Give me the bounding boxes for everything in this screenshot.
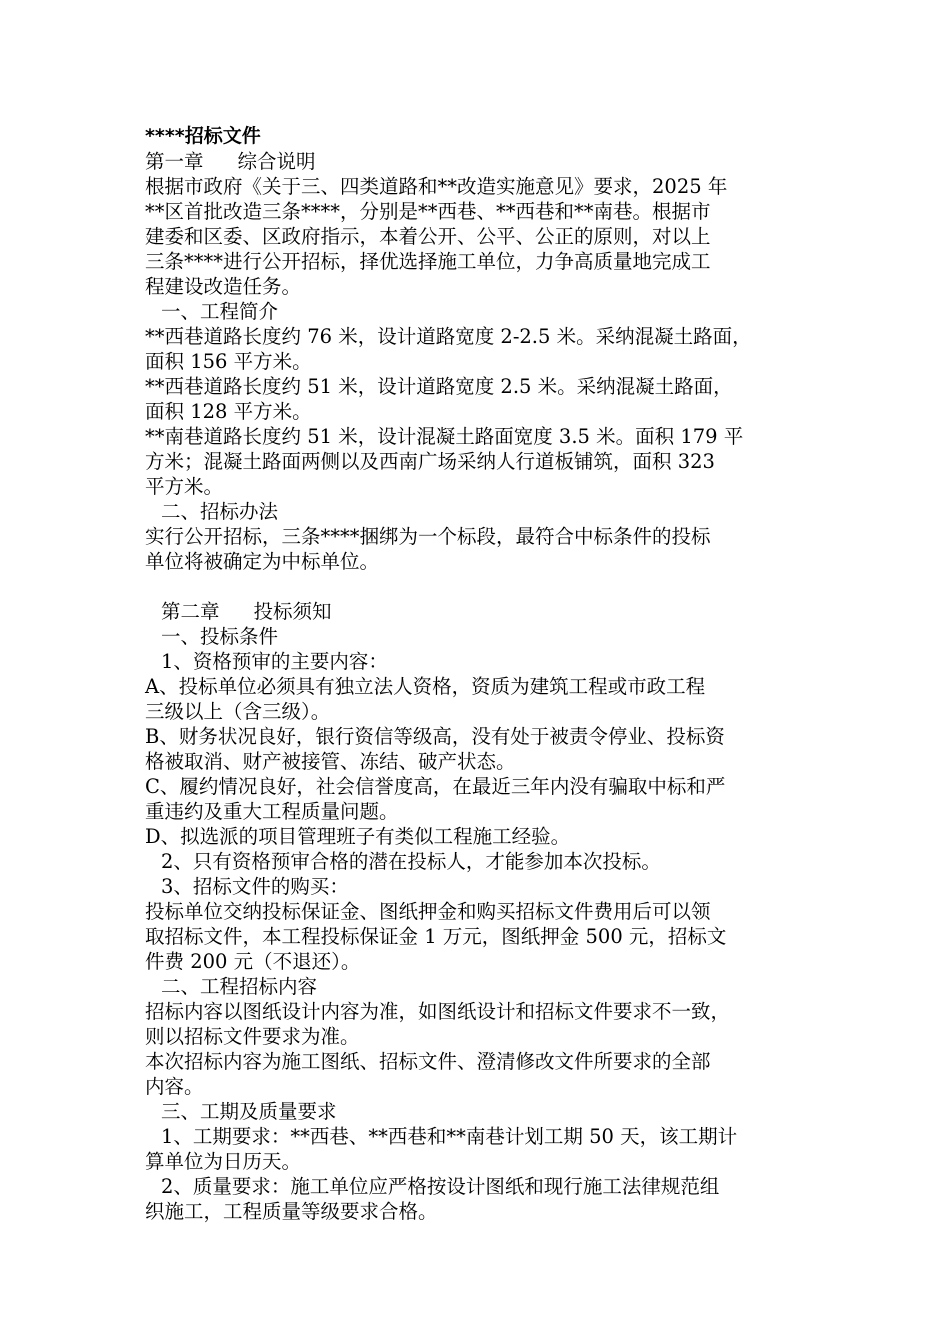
project-overview-line: **西巷道路长度约 76 米，设计道路宽度 2-2.5 米。采纳混凝土路面， [145, 325, 752, 348]
bid-conditions-item-3: 3、招标文件的购买： [161, 875, 349, 898]
bidding-method-line: 单位将被确定为中标单位。 [145, 550, 380, 573]
project-overview-line: 面积 156 平方米。 [145, 350, 312, 373]
section-heading-bidding-method: 二、招标办法 [161, 500, 279, 523]
qualification-line: C、履约情况良好，社会信誉度高，在最近三年内没有骗取中标和严 [145, 775, 726, 798]
section-heading-schedule-quality: 三、工期及质量要求 [161, 1100, 337, 1123]
schedule-line: 算单位为日历天。 [145, 1150, 302, 1173]
chapter-1-heading [145, 149, 815, 174]
chapter-1-intro-line: 三条****进行公开招标，择优选择施工单位，力争高质量地完成工 [145, 250, 711, 273]
bid-content-line: 招标内容以图纸设计内容为准，如图纸设计和招标文件要求不一致， [145, 1000, 731, 1023]
purchase-line: 取招标文件，本工程投标保证金 1 万元，图纸押金 500 元，招标文 [145, 925, 727, 948]
project-overview-line: 平方米。 [145, 475, 224, 498]
chapter-1-name: 综合说明 [237, 150, 316, 173]
chapter-1-intro-line: **区首批改造三条****，分别是**西巷、**西巷和**南巷。根据市 [145, 200, 711, 223]
qualification-line: A、投标单位必须具有独立法人资格，资质为建筑工程或市政工程 [145, 675, 706, 698]
chapter-2-name: 投标须知 [253, 600, 332, 623]
quality-line: 织施工，工程质量等级要求合格。 [145, 1200, 438, 1223]
bid-conditions-item-2: 2、只有资格预审合格的潜在投标人，才能参加本次投标。 [161, 850, 661, 873]
quality-line: 2、质量要求：施工单位应严格按设计图纸和现行施工法律规范组 [161, 1175, 720, 1198]
bid-content-line: 内容。 [145, 1075, 204, 1098]
project-overview-line: 面积 128 平方米。 [145, 400, 312, 423]
bid-content-line: 本次招标内容为施工图纸、招标文件、澄清修改文件所要求的全部 [145, 1050, 711, 1073]
document-page [145, 122, 815, 1224]
bidding-method-line: 实行公开招标，三条****捆绑为一个标段，最符合中标条件的投标 [145, 525, 711, 548]
qualification-line: 重违约及重大工程质量问题。 [145, 800, 399, 823]
section-heading-bid-conditions: 一、投标条件 [161, 625, 279, 648]
chapter-1-intro-line: 程建设改造任务。 [145, 275, 302, 298]
qualification-line: 三级以上（含三级）。 [145, 700, 331, 723]
blank-line [145, 574, 815, 599]
schedule-line: 1、工期要求：**西巷、**西巷和**南巷计划工期 50 天，该工期计 [161, 1125, 738, 1148]
project-overview-line: 方米；混凝土路面两侧以及西南广场采纳人行道板铺筑，面积 323 [145, 450, 715, 473]
bid-conditions-item-1: 1、资格预审的主要内容： [161, 650, 388, 673]
project-overview-line: **西巷道路长度约 51 米，设计道路宽度 2.5 米。采纳混凝土路面， [145, 375, 733, 398]
purchase-line: 件费 200 元（不退还）。 [145, 950, 361, 973]
section-heading-bid-content: 二、工程招标内容 [161, 975, 318, 998]
purchase-line: 投标单位交纳投标保证金、图纸押金和购买招标文件费用后可以领 [145, 900, 711, 923]
chapter-1-intro-line: 建委和区委、区政府指示，本着公开、公平、公正的原则，对以上 [145, 225, 711, 248]
section-heading-project-overview: 一、工程简介 [161, 300, 279, 323]
qualification-line: D、拟选派的项目管理班子有类似工程施工经验。 [145, 825, 571, 848]
chapter-2-heading [145, 599, 815, 624]
chapter-2-label: 第二章 [161, 600, 220, 623]
qualification-line: B、财务状况良好，银行资信等级高，没有处于被责令停业、投标资 [145, 725, 725, 748]
bid-content-line: 则以招标文件要求为准。 [145, 1025, 360, 1048]
document-title: ****招标文件 [145, 125, 261, 147]
chapter-1-intro-line: 根据市政府《关于三、四类道路和**改造实施意见》要求，2025 年 [145, 175, 728, 198]
qualification-line: 格被取消、财产被接管、冻结、破产状态。 [145, 750, 516, 773]
project-overview-line: **南巷道路长度约 51 米，设计混凝土路面宽度 3.5 米。面积 179 平 [145, 425, 744, 448]
chapter-1-label: 第一章 [145, 150, 204, 173]
